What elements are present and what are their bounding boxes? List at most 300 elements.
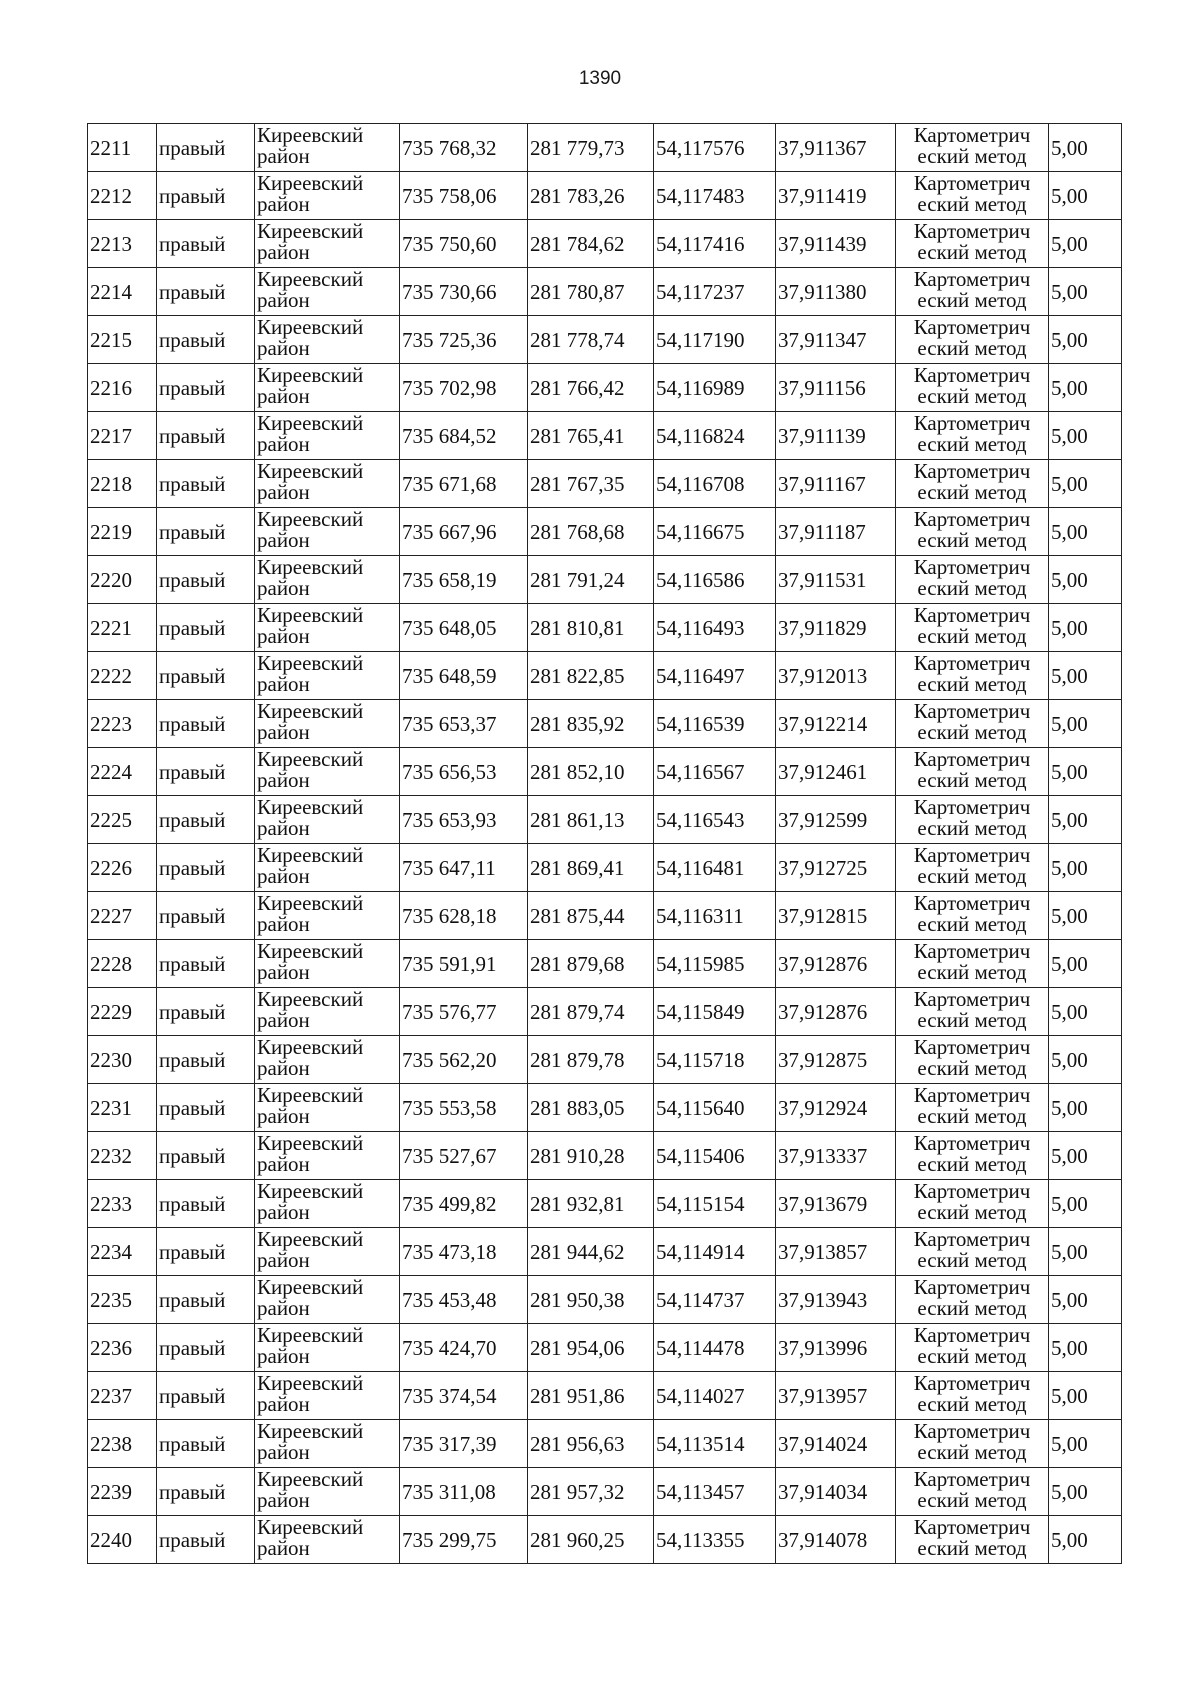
cell-latitude: 54,117416 [654, 220, 776, 268]
cell-y-coordinate: 281 954,06 [528, 1324, 654, 1372]
cell-bank-side: правый [157, 1228, 255, 1276]
cell-method: Картометрич еский метод [896, 508, 1049, 556]
cell-accuracy: 5,00 [1049, 124, 1122, 172]
cell-accuracy: 5,00 [1049, 1468, 1122, 1516]
cell-district: Киреевский район [255, 1468, 400, 1516]
table-row [88, 1276, 1122, 1324]
cell-longitude: 37,911439 [776, 220, 896, 268]
cell-district: Киреевский район [255, 988, 400, 1036]
cell-longitude: 37,912876 [776, 988, 896, 1036]
cell-accuracy: 5,00 [1049, 748, 1122, 796]
table-row [88, 748, 1122, 796]
cell-latitude: 54,117190 [654, 316, 776, 364]
cell-district: Киреевский район [255, 556, 400, 604]
cell-latitude: 54,115640 [654, 1084, 776, 1132]
cell-district: Киреевский район [255, 460, 400, 508]
cell-longitude: 37,912924 [776, 1084, 896, 1132]
cell-x-coordinate: 735 758,06 [400, 172, 528, 220]
cell-bank-side: правый [157, 220, 255, 268]
cell-bank-side: правый [157, 460, 255, 508]
cell-district: Киреевский район [255, 268, 400, 316]
cell-latitude: 54,117576 [654, 124, 776, 172]
cell-bank-side: правый [157, 844, 255, 892]
cell-accuracy: 5,00 [1049, 892, 1122, 940]
cell-x-coordinate: 735 647,11 [400, 844, 528, 892]
table-row [88, 508, 1122, 556]
cell-method: Картометрич еский метод [896, 412, 1049, 460]
cell-point-number: 2220 [88, 556, 157, 604]
cell-point-number: 2216 [88, 364, 157, 412]
cell-accuracy: 5,00 [1049, 1324, 1122, 1372]
table-row [88, 1084, 1122, 1132]
cell-latitude: 54,114478 [654, 1324, 776, 1372]
cell-bank-side: правый [157, 1276, 255, 1324]
cell-bank-side: правый [157, 652, 255, 700]
cell-point-number: 2231 [88, 1084, 157, 1132]
cell-method: Картометрич еский метод [896, 796, 1049, 844]
cell-latitude: 54,116567 [654, 748, 776, 796]
cell-longitude: 37,914024 [776, 1420, 896, 1468]
cell-point-number: 2233 [88, 1180, 157, 1228]
cell-method: Картометрич еский метод [896, 892, 1049, 940]
cell-district: Киреевский район [255, 940, 400, 988]
cell-point-number: 2234 [88, 1228, 157, 1276]
table-row [88, 460, 1122, 508]
cell-longitude: 37,912815 [776, 892, 896, 940]
cell-longitude: 37,913857 [776, 1228, 896, 1276]
cell-bank-side: правый [157, 268, 255, 316]
table-row [88, 124, 1122, 172]
cell-y-coordinate: 281 960,25 [528, 1516, 654, 1564]
cell-district: Киреевский район [255, 1132, 400, 1180]
cell-x-coordinate: 735 317,39 [400, 1420, 528, 1468]
cell-y-coordinate: 281 784,62 [528, 220, 654, 268]
cell-y-coordinate: 281 852,10 [528, 748, 654, 796]
table-row [88, 796, 1122, 844]
cell-method: Картометрич еский метод [896, 220, 1049, 268]
cell-method: Картометрич еский метод [896, 1324, 1049, 1372]
cell-latitude: 54,116543 [654, 796, 776, 844]
cell-latitude: 54,115849 [654, 988, 776, 1036]
cell-accuracy: 5,00 [1049, 604, 1122, 652]
table-row [88, 220, 1122, 268]
cell-point-number: 2239 [88, 1468, 157, 1516]
cell-method: Картометрич еский метод [896, 940, 1049, 988]
cell-x-coordinate: 735 671,68 [400, 460, 528, 508]
cell-accuracy: 5,00 [1049, 364, 1122, 412]
cell-district: Киреевский район [255, 1516, 400, 1564]
cell-latitude: 54,116481 [654, 844, 776, 892]
cell-district: Киреевский район [255, 124, 400, 172]
table-row [88, 556, 1122, 604]
cell-latitude: 54,114027 [654, 1372, 776, 1420]
cell-longitude: 37,913943 [776, 1276, 896, 1324]
cell-bank-side: правый [157, 508, 255, 556]
cell-bank-side: правый [157, 1372, 255, 1420]
cell-y-coordinate: 281 883,05 [528, 1084, 654, 1132]
cell-latitude: 54,117483 [654, 172, 776, 220]
cell-x-coordinate: 735 453,48 [400, 1276, 528, 1324]
cell-point-number: 2213 [88, 220, 157, 268]
table-row [88, 700, 1122, 748]
cell-x-coordinate: 735 311,08 [400, 1468, 528, 1516]
cell-latitude: 54,116708 [654, 460, 776, 508]
cell-latitude: 54,116586 [654, 556, 776, 604]
cell-longitude: 37,912875 [776, 1036, 896, 1084]
table-row [88, 1180, 1122, 1228]
cell-x-coordinate: 735 562,20 [400, 1036, 528, 1084]
cell-point-number: 2211 [88, 124, 157, 172]
cell-y-coordinate: 281 767,35 [528, 460, 654, 508]
cell-latitude: 54,114737 [654, 1276, 776, 1324]
cell-method: Картометрич еский метод [896, 1420, 1049, 1468]
cell-y-coordinate: 281 950,38 [528, 1276, 654, 1324]
cell-bank-side: правый [157, 412, 255, 460]
cell-accuracy: 5,00 [1049, 1420, 1122, 1468]
cell-method: Картометрич еский метод [896, 988, 1049, 1036]
cell-point-number: 2237 [88, 1372, 157, 1420]
cell-point-number: 2240 [88, 1516, 157, 1564]
cell-longitude: 37,911419 [776, 172, 896, 220]
cell-point-number: 2221 [88, 604, 157, 652]
cell-accuracy: 5,00 [1049, 796, 1122, 844]
cell-district: Киреевский район [255, 1372, 400, 1420]
cell-district: Киреевский район [255, 844, 400, 892]
table-row [88, 1132, 1122, 1180]
table-row [88, 604, 1122, 652]
cell-district: Киреевский район [255, 1420, 400, 1468]
cell-method: Картометрич еский метод [896, 364, 1049, 412]
cell-longitude: 37,913679 [776, 1180, 896, 1228]
cell-bank-side: правый [157, 1516, 255, 1564]
cell-accuracy: 5,00 [1049, 1516, 1122, 1564]
cell-y-coordinate: 281 778,74 [528, 316, 654, 364]
cell-accuracy: 5,00 [1049, 412, 1122, 460]
cell-point-number: 2222 [88, 652, 157, 700]
cell-point-number: 2219 [88, 508, 157, 556]
cell-longitude: 37,913996 [776, 1324, 896, 1372]
cell-x-coordinate: 735 576,77 [400, 988, 528, 1036]
cell-bank-side: правый [157, 988, 255, 1036]
cell-x-coordinate: 735 553,58 [400, 1084, 528, 1132]
cell-district: Киреевский район [255, 220, 400, 268]
cell-y-coordinate: 281 951,86 [528, 1372, 654, 1420]
cell-bank-side: правый [157, 940, 255, 988]
cell-longitude: 37,911347 [776, 316, 896, 364]
cell-longitude: 37,911380 [776, 268, 896, 316]
cell-y-coordinate: 281 879,78 [528, 1036, 654, 1084]
cell-method: Картометрич еский метод [896, 1084, 1049, 1132]
cell-accuracy: 5,00 [1049, 940, 1122, 988]
cell-longitude: 37,913337 [776, 1132, 896, 1180]
cell-method: Картометрич еский метод [896, 604, 1049, 652]
cell-latitude: 54,116311 [654, 892, 776, 940]
cell-accuracy: 5,00 [1049, 1180, 1122, 1228]
cell-district: Киреевский район [255, 1228, 400, 1276]
cell-bank-side: правый [157, 892, 255, 940]
cell-accuracy: 5,00 [1049, 844, 1122, 892]
table-row [88, 1372, 1122, 1420]
table-row [88, 652, 1122, 700]
cell-bank-side: правый [157, 364, 255, 412]
cell-y-coordinate: 281 835,92 [528, 700, 654, 748]
coordinates-table [87, 123, 1122, 1564]
cell-longitude: 37,912214 [776, 700, 896, 748]
cell-method: Картометрич еский метод [896, 1036, 1049, 1084]
cell-latitude: 54,113457 [654, 1468, 776, 1516]
cell-latitude: 54,114914 [654, 1228, 776, 1276]
table-row [88, 1324, 1122, 1372]
cell-method: Картометрич еский метод [896, 124, 1049, 172]
cell-district: Киреевский район [255, 412, 400, 460]
cell-accuracy: 5,00 [1049, 652, 1122, 700]
cell-x-coordinate: 735 527,67 [400, 1132, 528, 1180]
cell-longitude: 37,911367 [776, 124, 896, 172]
cell-latitude: 54,115406 [654, 1132, 776, 1180]
cell-latitude: 54,116493 [654, 604, 776, 652]
cell-y-coordinate: 281 869,41 [528, 844, 654, 892]
cell-y-coordinate: 281 783,26 [528, 172, 654, 220]
cell-point-number: 2226 [88, 844, 157, 892]
cell-y-coordinate: 281 861,13 [528, 796, 654, 844]
cell-bank-side: правый [157, 1420, 255, 1468]
cell-longitude: 37,912725 [776, 844, 896, 892]
cell-x-coordinate: 735 648,59 [400, 652, 528, 700]
cell-accuracy: 5,00 [1049, 1372, 1122, 1420]
cell-x-coordinate: 735 653,37 [400, 700, 528, 748]
cell-district: Киреевский район [255, 892, 400, 940]
cell-point-number: 2232 [88, 1132, 157, 1180]
cell-bank-side: правый [157, 1084, 255, 1132]
cell-longitude: 37,912461 [776, 748, 896, 796]
cell-district: Киреевский район [255, 172, 400, 220]
cell-bank-side: правый [157, 700, 255, 748]
table-row [88, 364, 1122, 412]
cell-bank-side: правый [157, 796, 255, 844]
page-number: 1390 [578, 68, 622, 89]
cell-method: Картометрич еский метод [896, 700, 1049, 748]
cell-y-coordinate: 281 932,81 [528, 1180, 654, 1228]
cell-bank-side: правый [157, 1324, 255, 1372]
cell-method: Картометрич еский метод [896, 1228, 1049, 1276]
cell-method: Картометрич еский метод [896, 1132, 1049, 1180]
cell-longitude: 37,913957 [776, 1372, 896, 1420]
cell-x-coordinate: 735 424,70 [400, 1324, 528, 1372]
cell-bank-side: правый [157, 1036, 255, 1084]
cell-bank-side: правый [157, 1132, 255, 1180]
cell-y-coordinate: 281 791,24 [528, 556, 654, 604]
table-row [88, 412, 1122, 460]
coordinates-table-body [88, 124, 1122, 1564]
cell-y-coordinate: 281 910,28 [528, 1132, 654, 1180]
table-row [88, 268, 1122, 316]
cell-x-coordinate: 735 473,18 [400, 1228, 528, 1276]
cell-latitude: 54,116675 [654, 508, 776, 556]
cell-method: Картометрич еский метод [896, 556, 1049, 604]
cell-district: Киреевский район [255, 1084, 400, 1132]
cell-bank-side: правый [157, 124, 255, 172]
cell-y-coordinate: 281 780,87 [528, 268, 654, 316]
cell-latitude: 54,116497 [654, 652, 776, 700]
cell-accuracy: 5,00 [1049, 1132, 1122, 1180]
cell-y-coordinate: 281 822,85 [528, 652, 654, 700]
cell-latitude: 54,116824 [654, 412, 776, 460]
cell-latitude: 54,115154 [654, 1180, 776, 1228]
cell-x-coordinate: 735 299,75 [400, 1516, 528, 1564]
cell-latitude: 54,116539 [654, 700, 776, 748]
cell-x-coordinate: 735 725,36 [400, 316, 528, 364]
cell-method: Картометрич еский метод [896, 748, 1049, 796]
cell-x-coordinate: 735 656,53 [400, 748, 528, 796]
cell-bank-side: правый [157, 172, 255, 220]
cell-accuracy: 5,00 [1049, 1036, 1122, 1084]
cell-y-coordinate: 281 956,63 [528, 1420, 654, 1468]
cell-method: Картометрич еский метод [896, 1372, 1049, 1420]
cell-accuracy: 5,00 [1049, 460, 1122, 508]
table-row [88, 892, 1122, 940]
cell-y-coordinate: 281 810,81 [528, 604, 654, 652]
cell-longitude: 37,911829 [776, 604, 896, 652]
cell-bank-side: правый [157, 604, 255, 652]
cell-method: Картометрич еский метод [896, 652, 1049, 700]
cell-point-number: 2236 [88, 1324, 157, 1372]
cell-latitude: 54,117237 [654, 268, 776, 316]
cell-point-number: 2224 [88, 748, 157, 796]
cell-method: Картометрич еский метод [896, 172, 1049, 220]
cell-longitude: 37,914034 [776, 1468, 896, 1516]
cell-district: Киреевский район [255, 364, 400, 412]
cell-district: Киреевский район [255, 1276, 400, 1324]
cell-x-coordinate: 735 499,82 [400, 1180, 528, 1228]
cell-x-coordinate: 735 684,52 [400, 412, 528, 460]
cell-district: Киреевский район [255, 316, 400, 364]
cell-district: Киреевский район [255, 748, 400, 796]
cell-method: Картометрич еский метод [896, 268, 1049, 316]
cell-accuracy: 5,00 [1049, 508, 1122, 556]
table-row [88, 1036, 1122, 1084]
cell-method: Картометрич еский метод [896, 1516, 1049, 1564]
cell-longitude: 37,911167 [776, 460, 896, 508]
cell-district: Киреевский район [255, 796, 400, 844]
cell-point-number: 2225 [88, 796, 157, 844]
cell-point-number: 2229 [88, 988, 157, 1036]
cell-accuracy: 5,00 [1049, 316, 1122, 364]
cell-latitude: 54,115985 [654, 940, 776, 988]
cell-district: Киреевский район [255, 1180, 400, 1228]
cell-bank-side: правый [157, 1180, 255, 1228]
cell-method: Картометрич еский метод [896, 460, 1049, 508]
table-row [88, 940, 1122, 988]
cell-y-coordinate: 281 879,74 [528, 988, 654, 1036]
cell-y-coordinate: 281 768,68 [528, 508, 654, 556]
cell-point-number: 2218 [88, 460, 157, 508]
cell-method: Картометрич еский метод [896, 316, 1049, 364]
cell-x-coordinate: 735 591,91 [400, 940, 528, 988]
cell-method: Картометрич еский метод [896, 1276, 1049, 1324]
cell-bank-side: правый [157, 316, 255, 364]
cell-x-coordinate: 735 702,98 [400, 364, 528, 412]
cell-point-number: 2215 [88, 316, 157, 364]
cell-district: Киреевский район [255, 700, 400, 748]
cell-latitude: 54,115718 [654, 1036, 776, 1084]
cell-longitude: 37,912876 [776, 940, 896, 988]
cell-accuracy: 5,00 [1049, 1228, 1122, 1276]
cell-x-coordinate: 735 628,18 [400, 892, 528, 940]
cell-district: Киреевский район [255, 604, 400, 652]
table-row [88, 172, 1122, 220]
cell-district: Киреевский район [255, 652, 400, 700]
cell-longitude: 37,911187 [776, 508, 896, 556]
cell-longitude: 37,912599 [776, 796, 896, 844]
cell-x-coordinate: 735 374,54 [400, 1372, 528, 1420]
cell-method: Картометрич еский метод [896, 1468, 1049, 1516]
cell-y-coordinate: 281 879,68 [528, 940, 654, 988]
cell-longitude: 37,912013 [776, 652, 896, 700]
table-row [88, 844, 1122, 892]
cell-accuracy: 5,00 [1049, 988, 1122, 1036]
cell-bank-side: правый [157, 556, 255, 604]
cell-y-coordinate: 281 765,41 [528, 412, 654, 460]
table-row [88, 316, 1122, 364]
table-row [88, 1468, 1122, 1516]
cell-y-coordinate: 281 944,62 [528, 1228, 654, 1276]
cell-bank-side: правый [157, 1468, 255, 1516]
cell-accuracy: 5,00 [1049, 1276, 1122, 1324]
cell-point-number: 2217 [88, 412, 157, 460]
cell-longitude: 37,911139 [776, 412, 896, 460]
cell-point-number: 2228 [88, 940, 157, 988]
cell-x-coordinate: 735 750,60 [400, 220, 528, 268]
cell-x-coordinate: 735 658,19 [400, 556, 528, 604]
cell-latitude: 54,113514 [654, 1420, 776, 1468]
table-row [88, 1420, 1122, 1468]
cell-accuracy: 5,00 [1049, 556, 1122, 604]
cell-method: Картометрич еский метод [896, 1180, 1049, 1228]
cell-accuracy: 5,00 [1049, 268, 1122, 316]
cell-point-number: 2230 [88, 1036, 157, 1084]
cell-longitude: 37,911156 [776, 364, 896, 412]
cell-y-coordinate: 281 779,73 [528, 124, 654, 172]
cell-accuracy: 5,00 [1049, 700, 1122, 748]
cell-x-coordinate: 735 730,66 [400, 268, 528, 316]
cell-bank-side: правый [157, 748, 255, 796]
cell-y-coordinate: 281 875,44 [528, 892, 654, 940]
cell-point-number: 2223 [88, 700, 157, 748]
cell-point-number: 2235 [88, 1276, 157, 1324]
table-row [88, 1228, 1122, 1276]
table-row [88, 1516, 1122, 1564]
cell-longitude: 37,914078 [776, 1516, 896, 1564]
cell-latitude: 54,116989 [654, 364, 776, 412]
cell-accuracy: 5,00 [1049, 1084, 1122, 1132]
cell-longitude: 37,911531 [776, 556, 896, 604]
cell-x-coordinate: 735 667,96 [400, 508, 528, 556]
cell-x-coordinate: 735 768,32 [400, 124, 528, 172]
cell-district: Киреевский район [255, 508, 400, 556]
cell-point-number: 2214 [88, 268, 157, 316]
cell-accuracy: 5,00 [1049, 172, 1122, 220]
cell-point-number: 2212 [88, 172, 157, 220]
cell-district: Киреевский район [255, 1324, 400, 1372]
cell-latitude: 54,113355 [654, 1516, 776, 1564]
cell-method: Картометрич еский метод [896, 844, 1049, 892]
cell-accuracy: 5,00 [1049, 220, 1122, 268]
cell-point-number: 2227 [88, 892, 157, 940]
cell-district: Киреевский район [255, 1036, 400, 1084]
cell-x-coordinate: 735 653,93 [400, 796, 528, 844]
table-row [88, 988, 1122, 1036]
cell-point-number: 2238 [88, 1420, 157, 1468]
